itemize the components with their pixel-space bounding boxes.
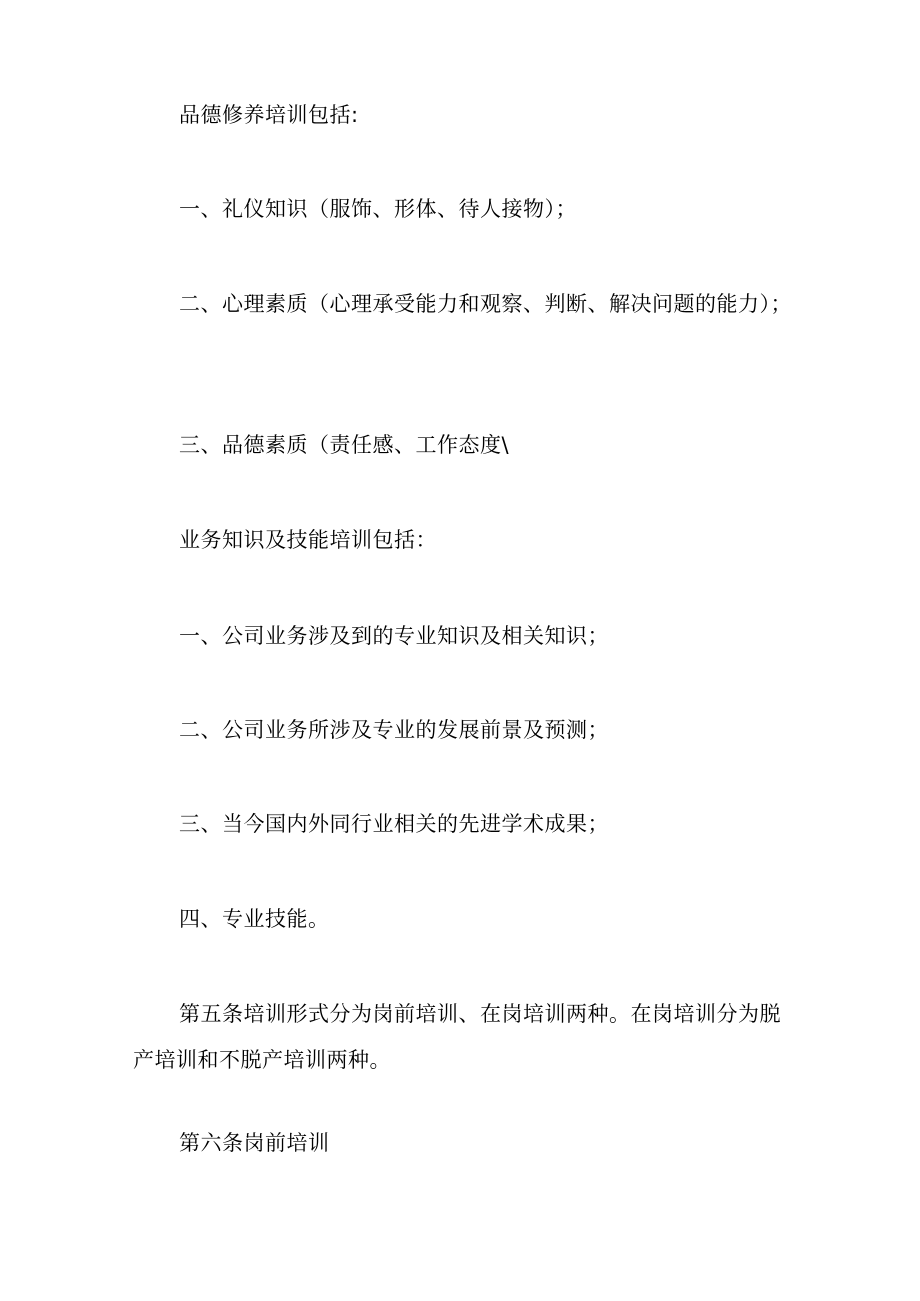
- paragraph-moral-quality: 三、品德素质（责任感、工作态度\: [179, 433, 510, 457]
- paragraph-psychological-quality: 二、心理素质（心理承受能力和观察、判断、解决问题的能力）；: [179, 292, 792, 316]
- paragraph-article-five: 第五条培训形式分为岗前培训、在岗培训两种。在岗培训分为脱产培训和不脱产培训两种。: [133, 1002, 781, 1072]
- paragraph-etiquette-knowledge: 一、礼仪知识（服饰、形体、待人接物）；: [179, 197, 577, 221]
- paragraph-development-prospects: 二、公司业务所涉及专业的发展前景及预测；: [179, 718, 609, 742]
- paragraph-academic-achievements: 三、当今国内外同行业相关的先进学术成果；: [179, 812, 609, 836]
- paragraph-professional-skills: 四、专业技能。: [179, 907, 330, 931]
- paragraph-professional-knowledge: 一、公司业务涉及到的专业知识及相关知识；: [179, 624, 609, 648]
- paragraph-moral-training-heading: 品德修养培训包括:: [179, 103, 359, 127]
- paragraph-article-six: 第六条岗前培训: [179, 1131, 330, 1155]
- paragraph-business-training-heading: 业务知识及技能培训包括：: [179, 528, 437, 552]
